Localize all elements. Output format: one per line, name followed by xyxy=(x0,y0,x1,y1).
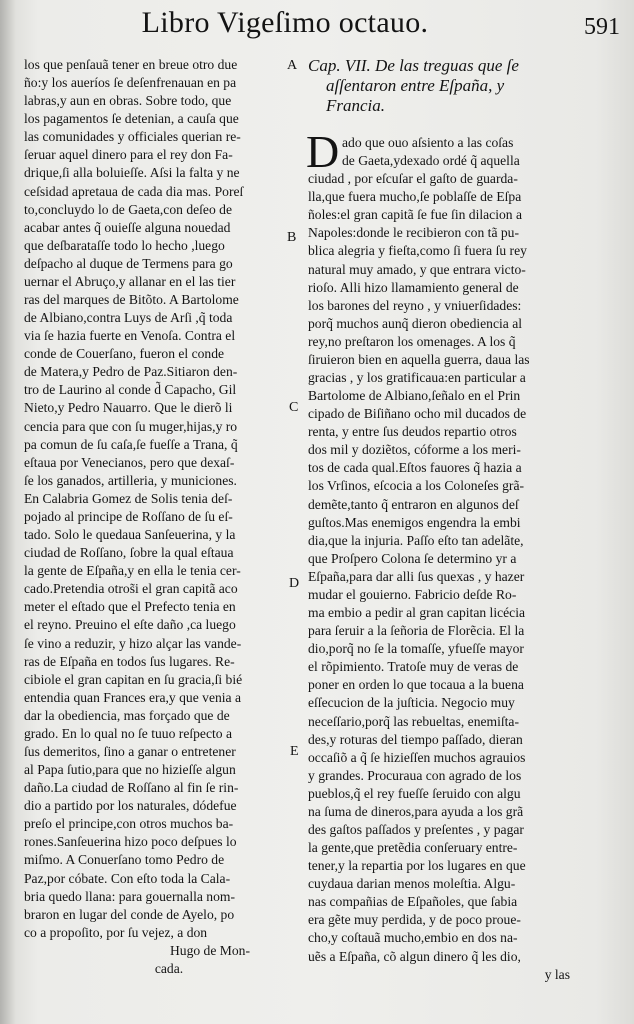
text-line: tado. Solo le quedaua Sanſeuerina, y la xyxy=(24,527,236,543)
text-line: los pagamentos ſe detenian, a cauſa que xyxy=(24,111,239,127)
text-line: para ſeruir a la ſeñoria de Florẽcia. El la xyxy=(308,623,525,639)
text-line: ciudad de Roſſano, ſobre la qual eſtaua xyxy=(24,545,234,561)
text-line: des gaſtos paſſados y preſentes , y pagar xyxy=(308,821,524,837)
text-line: las comunidades y officiales querian re- xyxy=(24,129,241,145)
text-line: lla,que fuera mucho,ſe poblaſſe de Eſpa xyxy=(308,189,522,205)
text-line: labras,y aun en obras. Sobre todo, que xyxy=(24,93,232,109)
text-line: era gẽte muy perdida, y de poco proue- xyxy=(308,912,521,928)
text-line: el reyno. Preuino el eſte daño ,ca luego xyxy=(24,617,236,633)
text-line: los que penſauã tener en breue otro due xyxy=(24,57,238,72)
text-line: de Matera,y Pedro de Paz.Sitiaron den- xyxy=(24,364,238,380)
text-line: ſiruieron bien en aquella guerra, daua las xyxy=(308,351,530,367)
text-line: la gente de Eſpaña,y en ella le tenia cer- xyxy=(24,563,241,579)
text-line: guſtos.Mas enemigos engendra la embi xyxy=(308,514,521,530)
text-line: dos mil y doziẽtos, cóforme a los meri- xyxy=(308,442,521,458)
text-line: poner en orden lo que tocaua a la buena xyxy=(308,677,524,693)
text-line: acabar antes q̃ ouieſſe alguna nouedad xyxy=(24,219,231,235)
text-line: to,concluydo lo de Gaeta,con deſeo de xyxy=(24,201,232,217)
text-line: daño.La ciudad de Roſſano al fin ſe rin- xyxy=(24,780,239,796)
text-line: drique,ſi alla boluieſſe. Aſsi la falta y ne xyxy=(24,165,240,181)
text-line: conde de Couerſano, fueron el conde xyxy=(24,346,225,362)
text-line: cho,y coſtauã mucho,embio en dos na- xyxy=(308,930,518,946)
text-line: preſo el principe,con otros muchos ba- xyxy=(24,816,234,832)
text-line: al Papa ſutio,para que no hizieſſe algun xyxy=(24,762,236,778)
text-line: tener,y la repartia por los lugares en que xyxy=(308,858,526,874)
text-line: Nieto,y Pedro Nauarro. Que le dierõ li xyxy=(24,400,233,416)
text-line: gracias , y los gratificaua:en particular a xyxy=(308,370,526,386)
text-line: la gente,que pretẽdia conſeruary entre- xyxy=(308,840,518,856)
text-line: cado.Pretendia otros̃i el gran capitã aco xyxy=(24,581,238,597)
text-line: ado que ouo aſsiento a las coſas xyxy=(342,135,514,150)
text-line: que deſbarataſſe todo lo hecho ,luego xyxy=(24,237,225,253)
text-line: dio a partido por los naturales, dódefue xyxy=(24,798,237,814)
text-line: ſe vino a reduzir, y hizo alçar las vande- xyxy=(24,635,242,651)
chapter-title-line: Cap. VII. De las treguas que ſe xyxy=(308,56,519,75)
text-line: neceſſario,porq̃ las rebueltas, enemiſta- xyxy=(308,713,519,729)
chapter-title xyxy=(308,56,570,116)
text-line: na ſuma de dineros,para ayuda a los grã xyxy=(308,803,524,819)
running-title: Libro Vigeſimo octauo. xyxy=(141,6,429,39)
text-line: uernar el Abruço,y allanar en el las tier xyxy=(24,273,236,289)
text-line: de Gaeta,ydexado ordé q̃ aquella xyxy=(342,153,520,169)
page-number: 591 xyxy=(584,14,620,40)
chapter-title-line: Francia. xyxy=(326,96,386,115)
text-line: Bartolome de Albiano,ſeñalo en el Prin xyxy=(308,388,521,404)
text-line: des,y roturas del tiempo paſſado, dieran xyxy=(308,731,523,747)
text-line: y las xyxy=(544,966,570,982)
text-line: tos de cada qual.Eſtos fauores q̃ hazia a xyxy=(308,460,522,476)
text-line: demẽte,tanto q̃ entraron en algunos deſ xyxy=(308,496,519,512)
text-line: porq̃ muchos aunq̃ dieron obediencia al xyxy=(308,315,523,331)
margin-marker-a: A xyxy=(287,58,298,73)
text-line: los barones del reyno , y vniuerſidades: xyxy=(308,297,522,313)
text-line: ras de Eſpaña en todos ſus lugares. Re- xyxy=(24,653,235,669)
text-line: blica alegria y fieſta,como ſi fuera ſu rey xyxy=(308,243,527,259)
text-line: braron en lugar del conde de Ayelo, po xyxy=(24,906,235,922)
text-line: Paz,por cóbate. Con eſto toda la Cala- xyxy=(24,870,231,886)
text-line: ciudad , por eſcuſar el gaſto de guarda- xyxy=(308,171,518,187)
text-line: pojado al principe de Roſſano de ſu eſ- xyxy=(24,508,233,524)
text-line: co a propoſito, por ſu vejez, a don xyxy=(24,924,208,940)
text-line: ſe los ganados, artilleria, y municiones. xyxy=(24,472,237,488)
gutter-shadow xyxy=(0,0,16,1024)
text-line: ſeruar aquel dinero para el rey don Fa- xyxy=(24,147,233,163)
text-line: Hugo de Mon- xyxy=(169,942,250,958)
text-line: pa comun de ſu caſa,ſe fueſſe a Trana, q̃ xyxy=(24,436,238,452)
text-line: eſſecucion de la juſticia. Negocio muy xyxy=(308,695,515,711)
text-line: ñoles:el gran capitã ſe fue ſin dilacion a xyxy=(308,207,523,223)
text-line: via ſe hazia fuerte en Venoſa. Contra el xyxy=(24,328,236,344)
text-line: dar la obediencia, mas forçado que de xyxy=(24,707,230,723)
text-line: renta, y entre ſus deudos repartio otros xyxy=(308,424,517,440)
text-line: ſus demeritos, ſino a ganar o entretener xyxy=(24,743,236,759)
text-line: rones.Sanſeuerina hizo poco deſpues lo xyxy=(24,834,237,850)
drop-cap: D xyxy=(306,126,340,177)
text-line: natural muy amado, y que entrara victo- xyxy=(308,261,526,277)
text-line: tro de Laurino al conde d̃ Capacho, Gil xyxy=(24,382,237,398)
text-line: y grandes. Procuraua con agrado de los xyxy=(308,767,522,783)
text-line: nas compañias de Eſpañoles, que ſabia xyxy=(308,894,518,910)
text-line: miſmo. A Conuerſano tomo Pedro de xyxy=(24,852,225,868)
margin-marker-c: C xyxy=(289,400,299,415)
margin-marker-d: D xyxy=(289,576,300,591)
text-line: cada. xyxy=(154,960,184,976)
text-line: bria quedo llana: para gouernalla nom- xyxy=(24,888,235,904)
text-line: uẽs a Eſpaña, cõ algun dinero q̃ les dio, xyxy=(308,948,521,964)
text-line: pueblos,q̃ el rey fueſſe ſeruido con algu xyxy=(308,785,521,801)
text-line: rey,no preſtaron los omenages. A los q̃ xyxy=(308,333,516,349)
right-column xyxy=(308,56,570,984)
first-paragraph-start xyxy=(306,126,570,177)
text-line: dio,porq̃ no ſe la tomaſſe, yfueſſe mayor xyxy=(308,641,524,657)
text-line: ceſsidad apretaua de cada dia mas. Poreſ xyxy=(24,183,244,199)
text-line: eſtaua por Venecianos, pero que dexaſ- xyxy=(24,454,235,470)
text-line: ma embio a pedir al gran capitan licécia xyxy=(308,605,526,621)
text-line: occaſiõ a q̃ ſe hizieſſen muchos agrauios xyxy=(308,749,526,765)
text-line: que Proſpero Colona ſe determino yr a xyxy=(308,550,517,566)
text-line: Eſpaña,para dar alli ſus quexas , y hazer xyxy=(308,568,525,584)
text-line: Napoles:donde le recibieron con tã pu- xyxy=(308,225,520,241)
text-line: ras del marques de Bitõto. A Bartolome xyxy=(24,292,239,308)
text-line: los Vrſinos, eſcocia a los Coloneſes grã- xyxy=(308,478,525,494)
text-line: En Calabria Gomez de Solis tenia deſ- xyxy=(24,490,233,506)
margin-marker-e: E xyxy=(290,744,299,759)
drop-cap-lines xyxy=(306,126,570,177)
text-line: de Albiano,contra Luys de Arſi ,q̃ toda xyxy=(24,310,233,326)
text-line: dia,que la injuria. Paſſo eſto tan adelãte, xyxy=(308,532,524,548)
text-line: cibiole el gran capitan en ſu gracia,ſi bié xyxy=(24,671,243,687)
text-line: deſpacho al duque de Termens para go xyxy=(24,255,233,271)
margin-marker-b: B xyxy=(287,230,297,245)
chapter-title-line: aſſentaron entre Eſpaña, y xyxy=(326,76,505,95)
text-line: ño:y los aueríos ſe deſenfrenauan en pa xyxy=(24,75,237,91)
text-line: rioſo. Alli hizo llamamiento general de xyxy=(308,279,519,295)
text-line: cencia para que con ſu muger,hijas,y ro xyxy=(24,418,238,434)
text-line: meter el eſtado que el Prefecto tenia en xyxy=(24,599,236,615)
left-column xyxy=(24,56,284,978)
text-line: el rõpimiento. Tratoſe muy de veras de xyxy=(308,659,519,675)
text-line: entendia quan Frances era,y que venia a xyxy=(24,689,242,705)
text-line: grado. En lo qual no ſe tuuo reſpecto a xyxy=(24,725,232,741)
text-line: cipado de Biſiñano ocho mil ducados de xyxy=(308,406,527,422)
text-line: mudar el gouierno. Fabricio deſde Ro- xyxy=(308,586,517,602)
right-column-lines xyxy=(308,170,570,984)
text-line: cuydaua darian menos moleſtia. Algu- xyxy=(308,876,516,892)
